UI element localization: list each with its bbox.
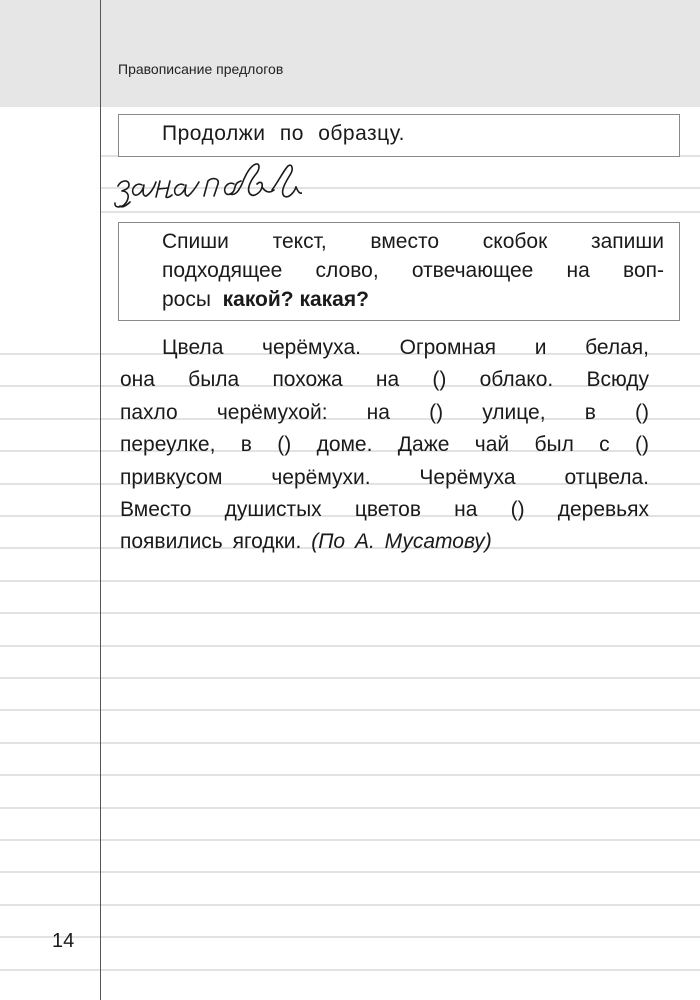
text-line: Вместо душистых цветов на () деревьях	[120, 497, 649, 521]
text-source: (По А. Мусатову)	[311, 530, 492, 554]
instruction-line	[162, 285, 664, 314]
text-line: пахло черёмухой: на () улице, в ()	[120, 400, 649, 424]
task-instruction-2	[162, 227, 664, 314]
text-line-end: появились ягодки.	[120, 530, 302, 554]
page-number: 14	[52, 930, 75, 952]
instruction-line: Спиши текст, вместо скобок запиши	[162, 230, 664, 253]
instruction-line: подходящее слово, отвечающее на воп-	[162, 259, 664, 282]
text-line: переулке, в () доме. Даже чай был с ()	[120, 433, 649, 457]
text-line: она была похожа на () облако. Всюду	[120, 368, 649, 392]
instruction-line-text: росы	[162, 288, 211, 311]
text-line: привкусом черёмухи. Черёмуха отцвела.	[120, 465, 649, 489]
header-band	[0, 0, 700, 107]
text-line	[120, 527, 649, 559]
questions-bold: какой? какая?	[222, 288, 369, 311]
margin-line	[100, 0, 101, 1000]
handwriting-sample	[112, 160, 302, 212]
text-line: Цвела черёмуха. Огромная и белая,	[162, 336, 649, 359]
exercise-text	[120, 333, 649, 560]
task-instruction-1: Продолжи по образцу.	[162, 122, 405, 145]
section-title: Правописание предлогов	[118, 61, 284, 77]
